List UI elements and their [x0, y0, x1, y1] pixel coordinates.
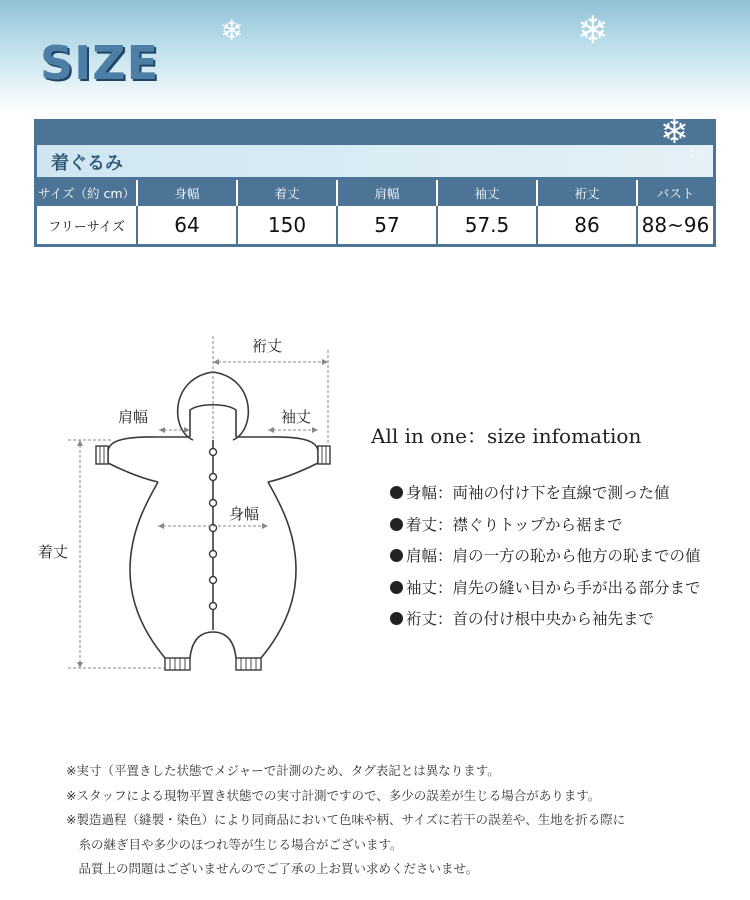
- list-item: [390, 544, 701, 576]
- note-line: 糸の継ぎ目や多少のほつれ等が生じる場合がございます。: [66, 836, 403, 852]
- table-header: 着丈: [237, 180, 337, 206]
- table-cell: 64: [137, 206, 237, 244]
- list-item: [390, 513, 701, 545]
- table-cell: 57: [337, 206, 437, 244]
- table-cell: 57.5: [437, 206, 537, 244]
- list-item: [390, 576, 701, 608]
- info-text: 身幅：両袖の付け下を直線で測った値: [406, 484, 670, 502]
- snowflake-icon: ❄: [220, 14, 244, 47]
- table-title-bar: [37, 145, 713, 177]
- bullet-icon: [390, 518, 403, 531]
- table-header: 身幅: [137, 180, 237, 206]
- label-sodetake: 袖丈: [281, 408, 312, 426]
- note-line: ※実寸（平置きした状態でメジャーで計測のため、タグ表記とは異なります。: [66, 763, 500, 778]
- note-line: 品質上の問題はございませんのでご了承の上お買い求めくださいませ。: [66, 861, 479, 876]
- label-katahaba: 肩幅: [118, 408, 149, 426]
- label-mihaba: 身幅: [229, 505, 260, 523]
- list-item: [390, 607, 701, 639]
- table-cell: フリーサイズ: [37, 206, 137, 244]
- table-header: バスト: [637, 180, 713, 206]
- bullet-icon: [390, 612, 403, 625]
- size-grid: [37, 180, 713, 244]
- bullet-icon: [390, 486, 403, 499]
- size-table: [34, 119, 716, 247]
- table-cell: 150: [237, 206, 337, 244]
- snowflake-icon: ❄: [688, 142, 707, 167]
- note-line: ※製造過程（縫製・染色）により同商品において色味や柄、サイズに若干の誤差や、生地を折る際に: [66, 812, 626, 827]
- label-kitake: 着丈: [38, 543, 69, 561]
- table-header-row: [37, 180, 713, 206]
- page-title: SIZE: [40, 36, 160, 90]
- info-text: 着丈：襟ぐりトップから裾まで: [406, 515, 623, 534]
- bullet-icon: [390, 549, 403, 562]
- info-text: 肩幅：肩の一方の恥から他方の恥までの値: [406, 547, 701, 565]
- info-list: [390, 481, 701, 639]
- table-header: 裄丈: [537, 180, 637, 206]
- table-cell: 88~96: [637, 206, 713, 244]
- info-text: 裄丈：首の付け根中央から袖先まで: [406, 610, 655, 628]
- info-title: All in one：size infomation: [371, 424, 642, 448]
- garment-diagram: [0, 320, 360, 680]
- table-header: サイズ（約 cm）: [37, 180, 137, 206]
- note-line: ※スタッフによる現物平置き状態での実寸計測ですので、多少の誤差が生じる場合があります。: [66, 787, 601, 803]
- info-text: 袖丈：肩先の縫い目から手が出る部分まで: [406, 578, 701, 597]
- table-top-band: [34, 119, 716, 145]
- label-yukitake: 裄丈: [252, 337, 283, 355]
- bullet-icon: [390, 581, 403, 594]
- product-name: 着ぐるみ: [51, 153, 123, 174]
- table-header: 袖丈: [437, 180, 537, 206]
- snowflake-icon: ❄: [577, 8, 609, 52]
- list-item: [390, 481, 701, 513]
- snowflake-icon: ❄: [660, 112, 689, 152]
- table-row: [37, 206, 713, 244]
- notes: [66, 761, 625, 884]
- table-cell: 86: [537, 206, 637, 244]
- table-header: 肩幅: [337, 180, 437, 206]
